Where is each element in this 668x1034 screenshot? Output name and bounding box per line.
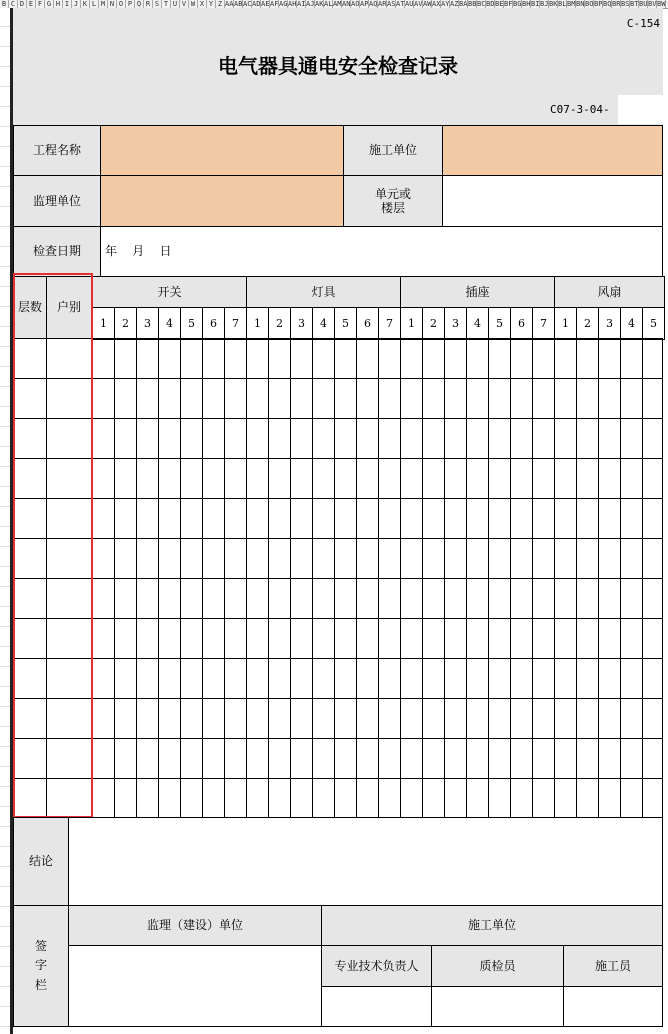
supervision-unit-label: 监理单位 bbox=[13, 175, 101, 227]
row-divider bbox=[0, 166, 10, 167]
column-letter[interactable]: Z bbox=[216, 0, 225, 8]
grid-line bbox=[576, 339, 577, 820]
column-letter[interactable]: BG bbox=[513, 0, 522, 8]
row-divider bbox=[0, 26, 10, 27]
column-letter[interactable]: T bbox=[162, 0, 171, 8]
highlight-box bbox=[13, 273, 93, 818]
column-letter[interactable]: D bbox=[18, 0, 27, 8]
grid-line bbox=[510, 339, 511, 820]
column-letter[interactable]: BW bbox=[657, 0, 666, 8]
column-letter[interactable]: BO bbox=[585, 0, 594, 8]
column-letter[interactable]: BK bbox=[549, 0, 558, 8]
column-number: 2 bbox=[268, 307, 291, 340]
column-letter[interactable]: I bbox=[63, 0, 72, 8]
row-divider bbox=[0, 426, 10, 427]
project-name-input[interactable] bbox=[100, 125, 344, 176]
row-divider bbox=[0, 226, 10, 227]
column-letter[interactable]: AN bbox=[342, 0, 351, 8]
column-letter[interactable]: BF bbox=[504, 0, 513, 8]
column-letter[interactable]: V bbox=[180, 0, 189, 8]
column-letter[interactable]: AM bbox=[333, 0, 342, 8]
row-divider bbox=[0, 446, 10, 447]
row-divider bbox=[0, 46, 10, 47]
check-date-label: 检查日期 bbox=[13, 226, 101, 277]
unit-floor-input[interactable] bbox=[442, 175, 663, 227]
row-divider bbox=[0, 586, 10, 587]
column-letter[interactable]: BP bbox=[594, 0, 603, 8]
signature-label: 签 字 栏 bbox=[13, 905, 69, 1027]
row-divider bbox=[0, 606, 10, 607]
column-letter[interactable]: AW bbox=[423, 0, 432, 8]
grid-line bbox=[13, 618, 663, 619]
column-number: 6 bbox=[356, 307, 379, 340]
row-divider bbox=[0, 886, 10, 887]
row-divider bbox=[0, 526, 10, 527]
grid-line bbox=[488, 339, 489, 820]
column-letter[interactable]: AE bbox=[261, 0, 270, 8]
doc-code-input[interactable] bbox=[618, 95, 663, 124]
column-number: 4 bbox=[312, 307, 335, 340]
row-divider bbox=[0, 86, 10, 87]
column-letter[interactable]: AS bbox=[387, 0, 396, 8]
column-letter[interactable]: Q bbox=[135, 0, 144, 8]
grid-line bbox=[466, 339, 467, 820]
conclusion-input[interactable] bbox=[68, 817, 663, 906]
grid-line bbox=[246, 339, 247, 820]
column-letter[interactable]: BT bbox=[630, 0, 639, 8]
grid-line bbox=[202, 339, 203, 820]
column-letter[interactable]: AI bbox=[297, 0, 306, 8]
column-letter[interactable]: AF bbox=[270, 0, 279, 8]
row-divider bbox=[0, 746, 10, 747]
column-number: 4 bbox=[466, 307, 489, 340]
column-letter[interactable]: M bbox=[99, 0, 108, 8]
group-header: 开关 bbox=[92, 276, 247, 308]
row-divider bbox=[0, 706, 10, 707]
column-number: 7 bbox=[224, 307, 247, 340]
row-divider bbox=[0, 326, 10, 327]
grid-line bbox=[444, 339, 445, 820]
column-letter[interactable]: BM bbox=[567, 0, 576, 8]
row-divider bbox=[0, 986, 10, 987]
column-number: 3 bbox=[136, 307, 159, 340]
constructor-signature[interactable] bbox=[563, 986, 663, 1027]
row-divider bbox=[0, 186, 10, 187]
column-number: 7 bbox=[378, 307, 401, 340]
column-letter[interactable]: J bbox=[72, 0, 81, 8]
row-divider bbox=[0, 806, 10, 807]
row-divider bbox=[0, 666, 10, 667]
row-divider bbox=[0, 106, 10, 107]
column-number: 5 bbox=[180, 307, 203, 340]
column-letter[interactable]: BL bbox=[558, 0, 567, 8]
column-letter[interactable]: G bbox=[45, 0, 54, 8]
column-letter[interactable]: AD bbox=[252, 0, 261, 8]
column-number: 1 bbox=[400, 307, 423, 340]
row-divider bbox=[0, 146, 10, 147]
grid-line bbox=[13, 658, 663, 659]
column-letter[interactable]: AX bbox=[432, 0, 441, 8]
column-letter[interactable]: F bbox=[36, 0, 45, 8]
grid-line bbox=[46, 339, 47, 820]
column-letter[interactable]: E bbox=[27, 0, 36, 8]
column-letter[interactable]: AV bbox=[414, 0, 423, 8]
column-letter[interactable]: AP bbox=[360, 0, 369, 8]
grid-line bbox=[356, 339, 357, 820]
column-letter[interactable]: N bbox=[108, 0, 117, 8]
row-divider bbox=[0, 826, 10, 827]
grid-line bbox=[422, 339, 423, 820]
row-divider bbox=[0, 386, 10, 387]
grid-line bbox=[180, 339, 181, 820]
form-number: C-154 bbox=[626, 17, 660, 30]
column-number: 3 bbox=[444, 307, 467, 340]
column-letter[interactable]: S bbox=[153, 0, 162, 8]
row-divider bbox=[0, 1006, 10, 1007]
column-number: 2 bbox=[422, 307, 445, 340]
group-header: 风扇 bbox=[554, 276, 665, 308]
column-letter[interactable]: BC bbox=[477, 0, 486, 8]
grid-line bbox=[13, 578, 663, 579]
unit-floor-label: 单元或 楼层 bbox=[343, 175, 443, 227]
project-name-label: 工程名称 bbox=[13, 125, 101, 176]
row-divider bbox=[0, 466, 10, 467]
column-number: 6 bbox=[510, 307, 533, 340]
conclusion-label: 结论 bbox=[13, 817, 69, 906]
column-letter[interactable]: AO bbox=[351, 0, 360, 8]
quality-inspector-header: 质检员 bbox=[431, 945, 564, 987]
column-number: 4 bbox=[158, 307, 181, 340]
grid-line bbox=[136, 339, 137, 820]
column-letter[interactable]: AL bbox=[324, 0, 333, 8]
grid-line bbox=[13, 458, 663, 459]
row-divider bbox=[0, 906, 10, 907]
grid-line bbox=[554, 339, 555, 820]
page-title: 电气器具通电安全检查记录 bbox=[218, 54, 458, 78]
check-date-value[interactable]: 年 月 日 bbox=[100, 226, 663, 277]
row-divider bbox=[0, 266, 10, 267]
grid-line bbox=[378, 339, 379, 820]
column-number: 7 bbox=[532, 307, 555, 340]
column-letter[interactable]: AJ bbox=[306, 0, 315, 8]
row-divider bbox=[0, 646, 10, 647]
row-divider bbox=[0, 506, 10, 507]
column-number: 2 bbox=[114, 307, 137, 340]
column-letter[interactable]: C bbox=[9, 0, 18, 8]
column-letter[interactable]: BJ bbox=[540, 0, 549, 8]
grid-line bbox=[13, 418, 663, 419]
column-number: 1 bbox=[554, 307, 577, 340]
grid-line bbox=[13, 378, 663, 379]
grid-line bbox=[598, 339, 599, 820]
supervision-unit-input[interactable] bbox=[100, 175, 344, 227]
group-header: 插座 bbox=[400, 276, 555, 308]
row-divider bbox=[0, 766, 10, 767]
construction-unit-label: 施工单位 bbox=[343, 125, 443, 176]
column-letter[interactable]: AK bbox=[315, 0, 324, 8]
floor-header: 层数 bbox=[13, 276, 47, 339]
column-number: 1 bbox=[92, 307, 115, 340]
column-number: 5 bbox=[642, 307, 665, 340]
column-number: 5 bbox=[334, 307, 357, 340]
row-divider bbox=[0, 246, 10, 247]
group-header: 灯具 bbox=[246, 276, 401, 308]
column-letter[interactable]: AR bbox=[378, 0, 387, 8]
column-number: 3 bbox=[290, 307, 313, 340]
column-letter[interactable]: AC bbox=[243, 0, 252, 8]
row-divider bbox=[0, 346, 10, 347]
grid-line bbox=[312, 339, 313, 820]
column-letter[interactable]: H bbox=[54, 0, 63, 8]
row-divider bbox=[0, 566, 10, 567]
supervision-build-unit-header: 监理（建设）单位 bbox=[68, 905, 322, 946]
row-divider bbox=[0, 626, 10, 627]
technical-lead-header: 专业技术负责人 bbox=[321, 945, 432, 987]
column-letter[interactable]: AA bbox=[225, 0, 234, 8]
column-letter[interactable]: AT bbox=[396, 0, 405, 8]
grid-line bbox=[92, 339, 93, 820]
row-divider bbox=[0, 686, 10, 687]
column-letter[interactable]: O bbox=[117, 0, 126, 8]
row-divider bbox=[0, 546, 10, 547]
column-letter[interactable]: BB bbox=[468, 0, 477, 8]
construction-unit-input[interactable] bbox=[442, 125, 663, 176]
quality-inspector-signature[interactable] bbox=[431, 986, 564, 1027]
row-divider bbox=[0, 406, 10, 407]
household-header: 户别 bbox=[46, 276, 92, 339]
column-letter[interactable]: BQ bbox=[603, 0, 612, 8]
column-letter[interactable]: B bbox=[0, 0, 9, 8]
row-divider bbox=[0, 1026, 10, 1027]
column-letter[interactable]: W bbox=[189, 0, 198, 8]
column-letter[interactable]: U bbox=[171, 0, 180, 8]
column-letter[interactable]: BS bbox=[621, 0, 630, 8]
row-divider bbox=[0, 66, 10, 67]
column-letter[interactable]: BI bbox=[531, 0, 540, 8]
column-letter[interactable]: R bbox=[144, 0, 153, 8]
supervision-signature-input[interactable] bbox=[68, 945, 322, 1027]
grid-line bbox=[13, 338, 663, 339]
grid-line bbox=[158, 339, 159, 820]
column-letter[interactable]: AU bbox=[405, 0, 414, 8]
grid-line bbox=[13, 738, 663, 739]
column-letter[interactable]: BE bbox=[495, 0, 504, 8]
row-divider bbox=[0, 966, 10, 967]
row-divider bbox=[0, 206, 10, 207]
row-divider bbox=[0, 946, 10, 947]
column-letter[interactable]: L bbox=[90, 0, 99, 8]
grid-line bbox=[532, 339, 533, 820]
column-letter[interactable]: K bbox=[81, 0, 90, 8]
row-divider bbox=[0, 286, 10, 287]
column-letter[interactable]: AB bbox=[234, 0, 243, 8]
grid-line bbox=[13, 698, 663, 699]
grid-line bbox=[224, 339, 225, 820]
grid-line bbox=[13, 339, 14, 820]
grid-line bbox=[620, 339, 621, 820]
column-number: 6 bbox=[202, 307, 225, 340]
column-number: 2 bbox=[576, 307, 599, 340]
grid-line bbox=[642, 339, 643, 820]
column-number: 4 bbox=[620, 307, 643, 340]
column-letter[interactable]: BN bbox=[576, 0, 585, 8]
column-letter[interactable]: P bbox=[126, 0, 135, 8]
row-divider bbox=[0, 866, 10, 867]
column-letter[interactable]: X bbox=[198, 0, 207, 8]
column-letter[interactable]: AH bbox=[288, 0, 297, 8]
column-letter[interactable]: AZ bbox=[450, 0, 459, 8]
row-divider bbox=[0, 726, 10, 727]
doc-code: C07-3-04- bbox=[550, 103, 610, 116]
column-letter[interactable]: BH bbox=[522, 0, 531, 8]
column-letter[interactable]: BD bbox=[486, 0, 495, 8]
grid-line bbox=[13, 498, 663, 499]
column-number: 5 bbox=[488, 307, 511, 340]
grid-line bbox=[290, 339, 291, 820]
row-divider bbox=[0, 306, 10, 307]
column-letter[interactable]: Y bbox=[207, 0, 216, 8]
row-divider bbox=[0, 486, 10, 487]
construction-unit-header-2: 施工单位 bbox=[321, 905, 663, 946]
column-letter[interactable]: BR bbox=[612, 0, 621, 8]
constructor-header: 施工员 bbox=[563, 945, 663, 987]
grid-line bbox=[13, 538, 663, 539]
row-divider bbox=[0, 926, 10, 927]
column-letter[interactable]: BV bbox=[648, 0, 657, 8]
grid-line bbox=[400, 339, 401, 820]
grid-line bbox=[114, 339, 115, 820]
grid-line bbox=[334, 339, 335, 820]
technical-lead-signature[interactable] bbox=[321, 986, 432, 1027]
column-number: 1 bbox=[246, 307, 269, 340]
grid-line bbox=[662, 339, 663, 820]
grid-line bbox=[13, 778, 663, 779]
row-divider bbox=[0, 126, 10, 127]
column-number: 3 bbox=[598, 307, 621, 340]
column-letter[interactable]: BA bbox=[459, 0, 468, 8]
column-letter[interactable]: AQ bbox=[369, 0, 378, 8]
column-letter[interactable]: AG bbox=[279, 0, 288, 8]
grid-line bbox=[268, 339, 269, 820]
row-divider bbox=[0, 786, 10, 787]
row-divider bbox=[0, 846, 10, 847]
row-divider bbox=[0, 366, 10, 367]
column-letter[interactable]: BU bbox=[639, 0, 648, 8]
column-letter[interactable]: AY bbox=[441, 0, 450, 8]
